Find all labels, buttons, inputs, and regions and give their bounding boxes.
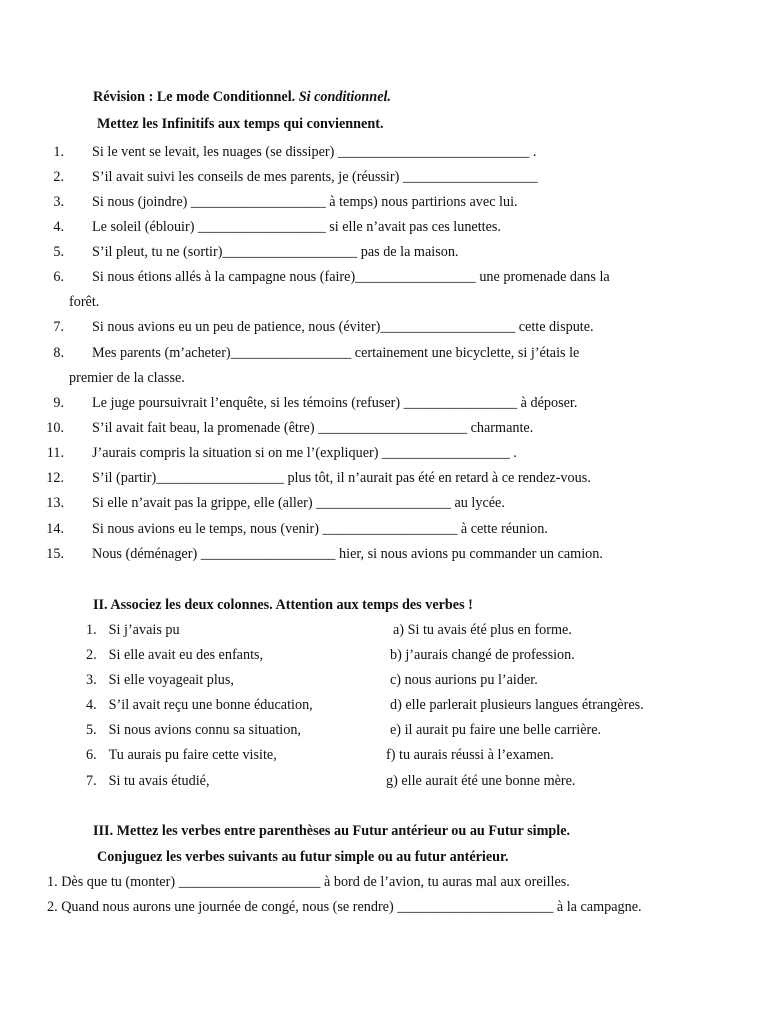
list-item: b) j’aurais changé de profession. — [390, 647, 575, 663]
item-number: 11. — [46, 445, 64, 461]
page-title — [93, 89, 391, 106]
list-item — [30, 219, 501, 236]
list-item: e) il aurait pu faire une belle carrière. — [390, 722, 602, 738]
item-text: Tu aurais pu faire cette visite, — [108, 747, 277, 763]
list-item — [30, 269, 610, 286]
item-number: 1. — [53, 144, 64, 160]
list-item — [86, 722, 301, 739]
list-item — [30, 319, 594, 336]
section3-subheading: Conjuguez les verbes suivants au futur simple ou au futur antérieur. — [97, 849, 509, 865]
list-item — [30, 445, 517, 462]
item-text: S’il avait reçu une bonne éducation, — [108, 697, 313, 713]
section2-heading: II. Associez les deux colonnes. Attention aux temps des verbes ! — [93, 597, 473, 613]
section1-instruction: Mettez les Infinitifs aux temps qui conviennent. — [97, 116, 384, 132]
item-number: 5. — [53, 244, 64, 260]
list-item: a) Si tu avais été plus en forme. — [393, 622, 572, 638]
list-item — [30, 169, 538, 186]
item-text: Si j’avais pu — [108, 622, 180, 638]
item-text: S’il avait fait beau, la promenade (être) _____________________ charmante. — [92, 420, 534, 436]
item-text: J’aurais compris la situation si on me l’(expliquer) __________________ . — [92, 445, 517, 461]
list-item: d) elle parlerait plusieurs langues étrangères. — [390, 697, 644, 713]
item-number: 5. — [86, 722, 97, 738]
list-item — [30, 345, 579, 362]
item-continuation: premier de la classe. — [69, 370, 185, 386]
list-item — [30, 395, 577, 412]
list-item: f) tu aurais réussi à l’examen. — [386, 747, 554, 763]
item-text: Nous (déménager) ___________________ hier, si nous avions pu commander un camion. — [92, 546, 603, 562]
list-item — [86, 773, 210, 790]
item-text: Si nous (joindre) ___________________ à temps) nous partirions avec lui. — [92, 194, 518, 210]
list-item — [30, 521, 548, 538]
item-number: 8. — [53, 345, 64, 361]
list-item — [30, 244, 458, 261]
item-number: 4. — [86, 697, 97, 713]
list-item — [86, 622, 180, 639]
item-number: 15. — [46, 546, 64, 562]
item-text: Si elle n’avait pas la grippe, elle (aller) ___________________ au lycée. — [92, 495, 505, 511]
item-text: Si elle avait eu des enfants, — [108, 647, 264, 663]
item-text: S’il pleut, tu ne (sortir)___________________ pas de la maison. — [92, 244, 459, 260]
item-number: 13. — [46, 495, 64, 511]
item-number: 2. — [53, 169, 64, 185]
item-text: Si nous avions eu le temps, nous (venir) ___________________ à cette réunion. — [92, 521, 548, 537]
item-text: S’il (partir)__________________ plus tôt, il n’aurait pas été en retard à ce rendez-vous. — [92, 470, 591, 486]
section3-heading: III. Mettez les verbes entre parenthèses au Futur antérieur ou au Futur simple. — [93, 823, 571, 839]
list-item — [30, 495, 505, 512]
item-number: 12. — [46, 470, 64, 486]
list-item — [86, 647, 263, 664]
list-item: 1. Dès que tu (monter) ____________________ à bord de l’avion, tu auras mal aux oreilles. — [47, 874, 570, 890]
list-item: c) nous aurions pu l’aider. — [390, 672, 538, 688]
item-number: 6. — [53, 269, 64, 285]
item-continuation: forêt. — [69, 294, 100, 310]
item-number: 3. — [86, 672, 97, 688]
list-item — [30, 194, 518, 211]
item-number: 6. — [86, 747, 97, 763]
item-text: Le juge poursuivrait l’enquête, si les témoins (refuser) ________________ à déposer. — [92, 395, 578, 411]
item-text: Si le vent se levait, les nuages (se dissiper) ___________________________ . — [92, 144, 537, 160]
item-text: Si nous avions eu un peu de patience, nous (éviter)___________________ cette dispute. — [92, 319, 594, 335]
list-item — [30, 470, 591, 487]
title-sub: Si conditionnel. — [298, 89, 391, 105]
item-text: Si elle voyageait plus, — [108, 672, 234, 688]
list-item — [30, 546, 603, 563]
list-item — [30, 144, 536, 161]
list-item — [86, 672, 234, 689]
item-number: 7. — [86, 773, 97, 789]
item-number: 10. — [46, 420, 64, 436]
item-number: 14. — [46, 521, 64, 537]
list-item — [30, 420, 533, 437]
item-text: Si tu avais étudié, — [108, 773, 210, 789]
item-text: Le soleil (éblouir) __________________ si elle n’avait pas ces lunettes. — [92, 219, 501, 235]
list-item — [86, 697, 313, 714]
item-number: 3. — [53, 194, 64, 210]
item-text: Si nous étions allés à la campagne nous (faire)_________________ une promenade dans la — [92, 269, 610, 285]
item-number: 2. — [86, 647, 97, 663]
item-text: Si nous avions connu sa situation, — [108, 722, 301, 738]
item-text: S’il avait suivi les conseils de mes parents, je (réussir) ___________________ — [92, 169, 538, 185]
item-number: 4. — [53, 219, 64, 235]
title-main: Révision : Le mode Conditionnel. — [93, 89, 296, 105]
item-text: Mes parents (m’acheter)_________________ certainement une bicyclette, si j’étais le — [92, 345, 580, 361]
list-item: 2. Quand nous aurons une journée de congé, nous (se rendre) ______________________ à la campagne. — [47, 899, 642, 915]
item-number: 1. — [86, 622, 97, 638]
list-item — [86, 747, 277, 764]
item-number: 7. — [53, 319, 64, 335]
list-item: g) elle aurait été une bonne mère. — [386, 773, 576, 789]
item-number: 9. — [53, 395, 64, 411]
